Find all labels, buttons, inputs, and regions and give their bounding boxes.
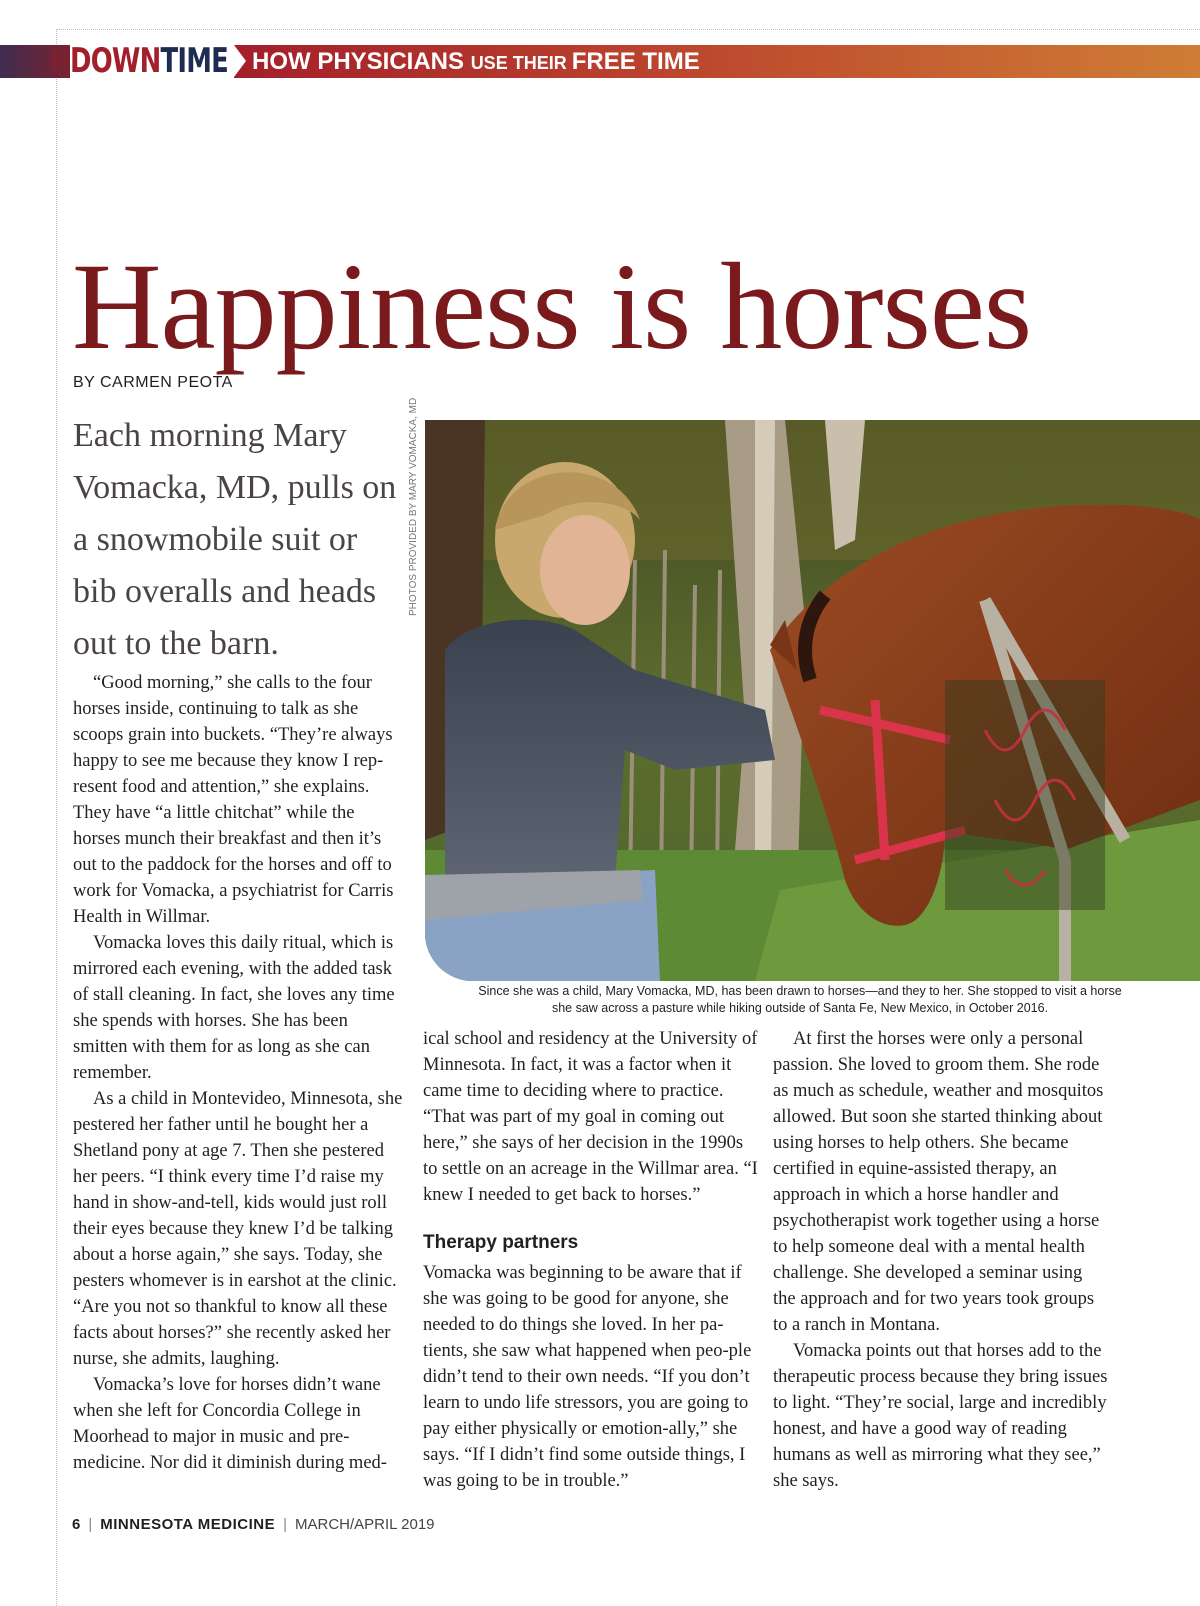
footer-divider: | [88,1516,93,1533]
page-left-rule [56,29,57,1606]
column-1 [73,410,403,1476]
photo-woman-with-horse [425,420,1200,981]
page-footer [72,1516,435,1533]
banner-left-chevron [52,45,66,77]
issue-date: MARCH/APRIL 2019 [295,1516,435,1533]
section-subhead: Therapy partners [423,1232,579,1253]
section-name-part2: TIME [160,41,229,81]
body-paragraph: Vomacka points out that horses add to the therapeutic process because they bring issues to light. “They’re social, large and incredibly honest, and have a good way of reading humans as well as mirroring what they see,” she says. [773,1341,1108,1491]
body-paragraph: ical school and residency at the University of Minnesota. In fact, it was a factor when it came time to deciding where to practice. “That was part of my goal in coming out here,” she says of her decision in the 1990s to settle on an acreage in the Willmar area. “I knew I needed to get back to horses.” [423,1029,758,1205]
article-byline: BY CARMEN PEOTA [73,374,233,391]
photo-credit [408,397,424,620]
page-top-rule [56,29,1200,30]
body-paragraph: Vomacka was beginning to be aware that if she was going to be good for anyone, she needed to do things she loved. In her pa-tients, she saw what happened when peo-ple didn’t tend to their own needs. “If you don’t learn to undo life stressors, you are going to pay either physically or emotion-ally,” she says. “If I didn’t find some outside things, I was going to be in trouble.” [423,1263,752,1491]
photo-credit-text: PHOTOS PROVIDED BY MARY VOMACKA, MD [408,397,419,616]
column-2 [423,1026,758,1494]
magazine-name: MINNESOTA MEDICINE [100,1516,276,1533]
banner-arrow-icon [234,45,246,77]
section-name-part1: DOWN [70,41,161,81]
section-banner [0,41,1200,81]
photo-caption: Since she was a child, Mary Vomacka, MD, has been drawn to horses—and they to her. She stopped to visit a horse she saw across a pasture while hiking outside of Santa Fe, New Mexico, in October 2016. [478,984,1122,1015]
tagline-part-a: HOW PHYSICIANS [252,48,471,75]
body-paragraph: Vomacka loves this daily ritual, which is mirrored each evening, with the added task of stall cleaning. In fact, she loves any time she spends with horses. She has been smitten with them for as long as she can remember. [73,933,395,1083]
body-paragraph: Vomacka’s love for horses didn’t wane when she left for Concordia College in Moorhead to major in music and pre-medicine. Nor did it diminish during med- [73,1375,387,1473]
column-3 [773,1026,1108,1494]
body-paragraph: “Good morning,” she calls to the four horses inside, continuing to talk as she scoops grain into buckets. “They’re always happy to see me because they know I rep-resent food and attention,” she explains. They have “a little chitchat” while the horses munch their breakfast and then it’s out to the paddock for the horses and off to work for Vomacka, a psychiatrist for Carris Health in Willmar. [73,673,394,927]
footer-divider: | [283,1516,287,1533]
body-paragraph: At first the horses were only a personal passion. She loved to groom them. She rode as much as schedule, weather and mosquitos allowed. But soon she started thinking about using horses to help others. She became certified in equine-assisted therapy, an approach in which a horse handler and psychotherapist work together using a horse to help someone deal with a mental health challenge. She developed a seminar using the approach and for two years took groups to a ranch in Montana. [773,1029,1104,1335]
tagline-part-b: USE THEIR [470,53,572,73]
section-name [70,41,229,81]
tagline-part-c: FREE TIME [571,48,700,75]
page-number: 6 [72,1516,81,1533]
body-paragraph: As a child in Montevideo, Minnesota, she pestered her father until he bought her a Shetland pony at age 7. Then she pestered her peers. “I think every time I’d raise my hand in show-and-tell, kids would just roll their eyes because they knew I’d be talking about a horse again,” she says. Today, she pesters whomever is in earshot at the clinic. “Are you not so thankful to know all these facts about horses?” she recently asked her nurse, she admits, laughing. [73,1089,403,1369]
article-lead: Each morning Mary Vomacka, MD, pulls on a snowmobile suit or bib overalls and heads out to the barn. [73,417,397,662]
article-photo [425,420,1200,981]
article-title: Happiness is horses [72,238,1032,375]
section-tagline [252,45,700,78]
